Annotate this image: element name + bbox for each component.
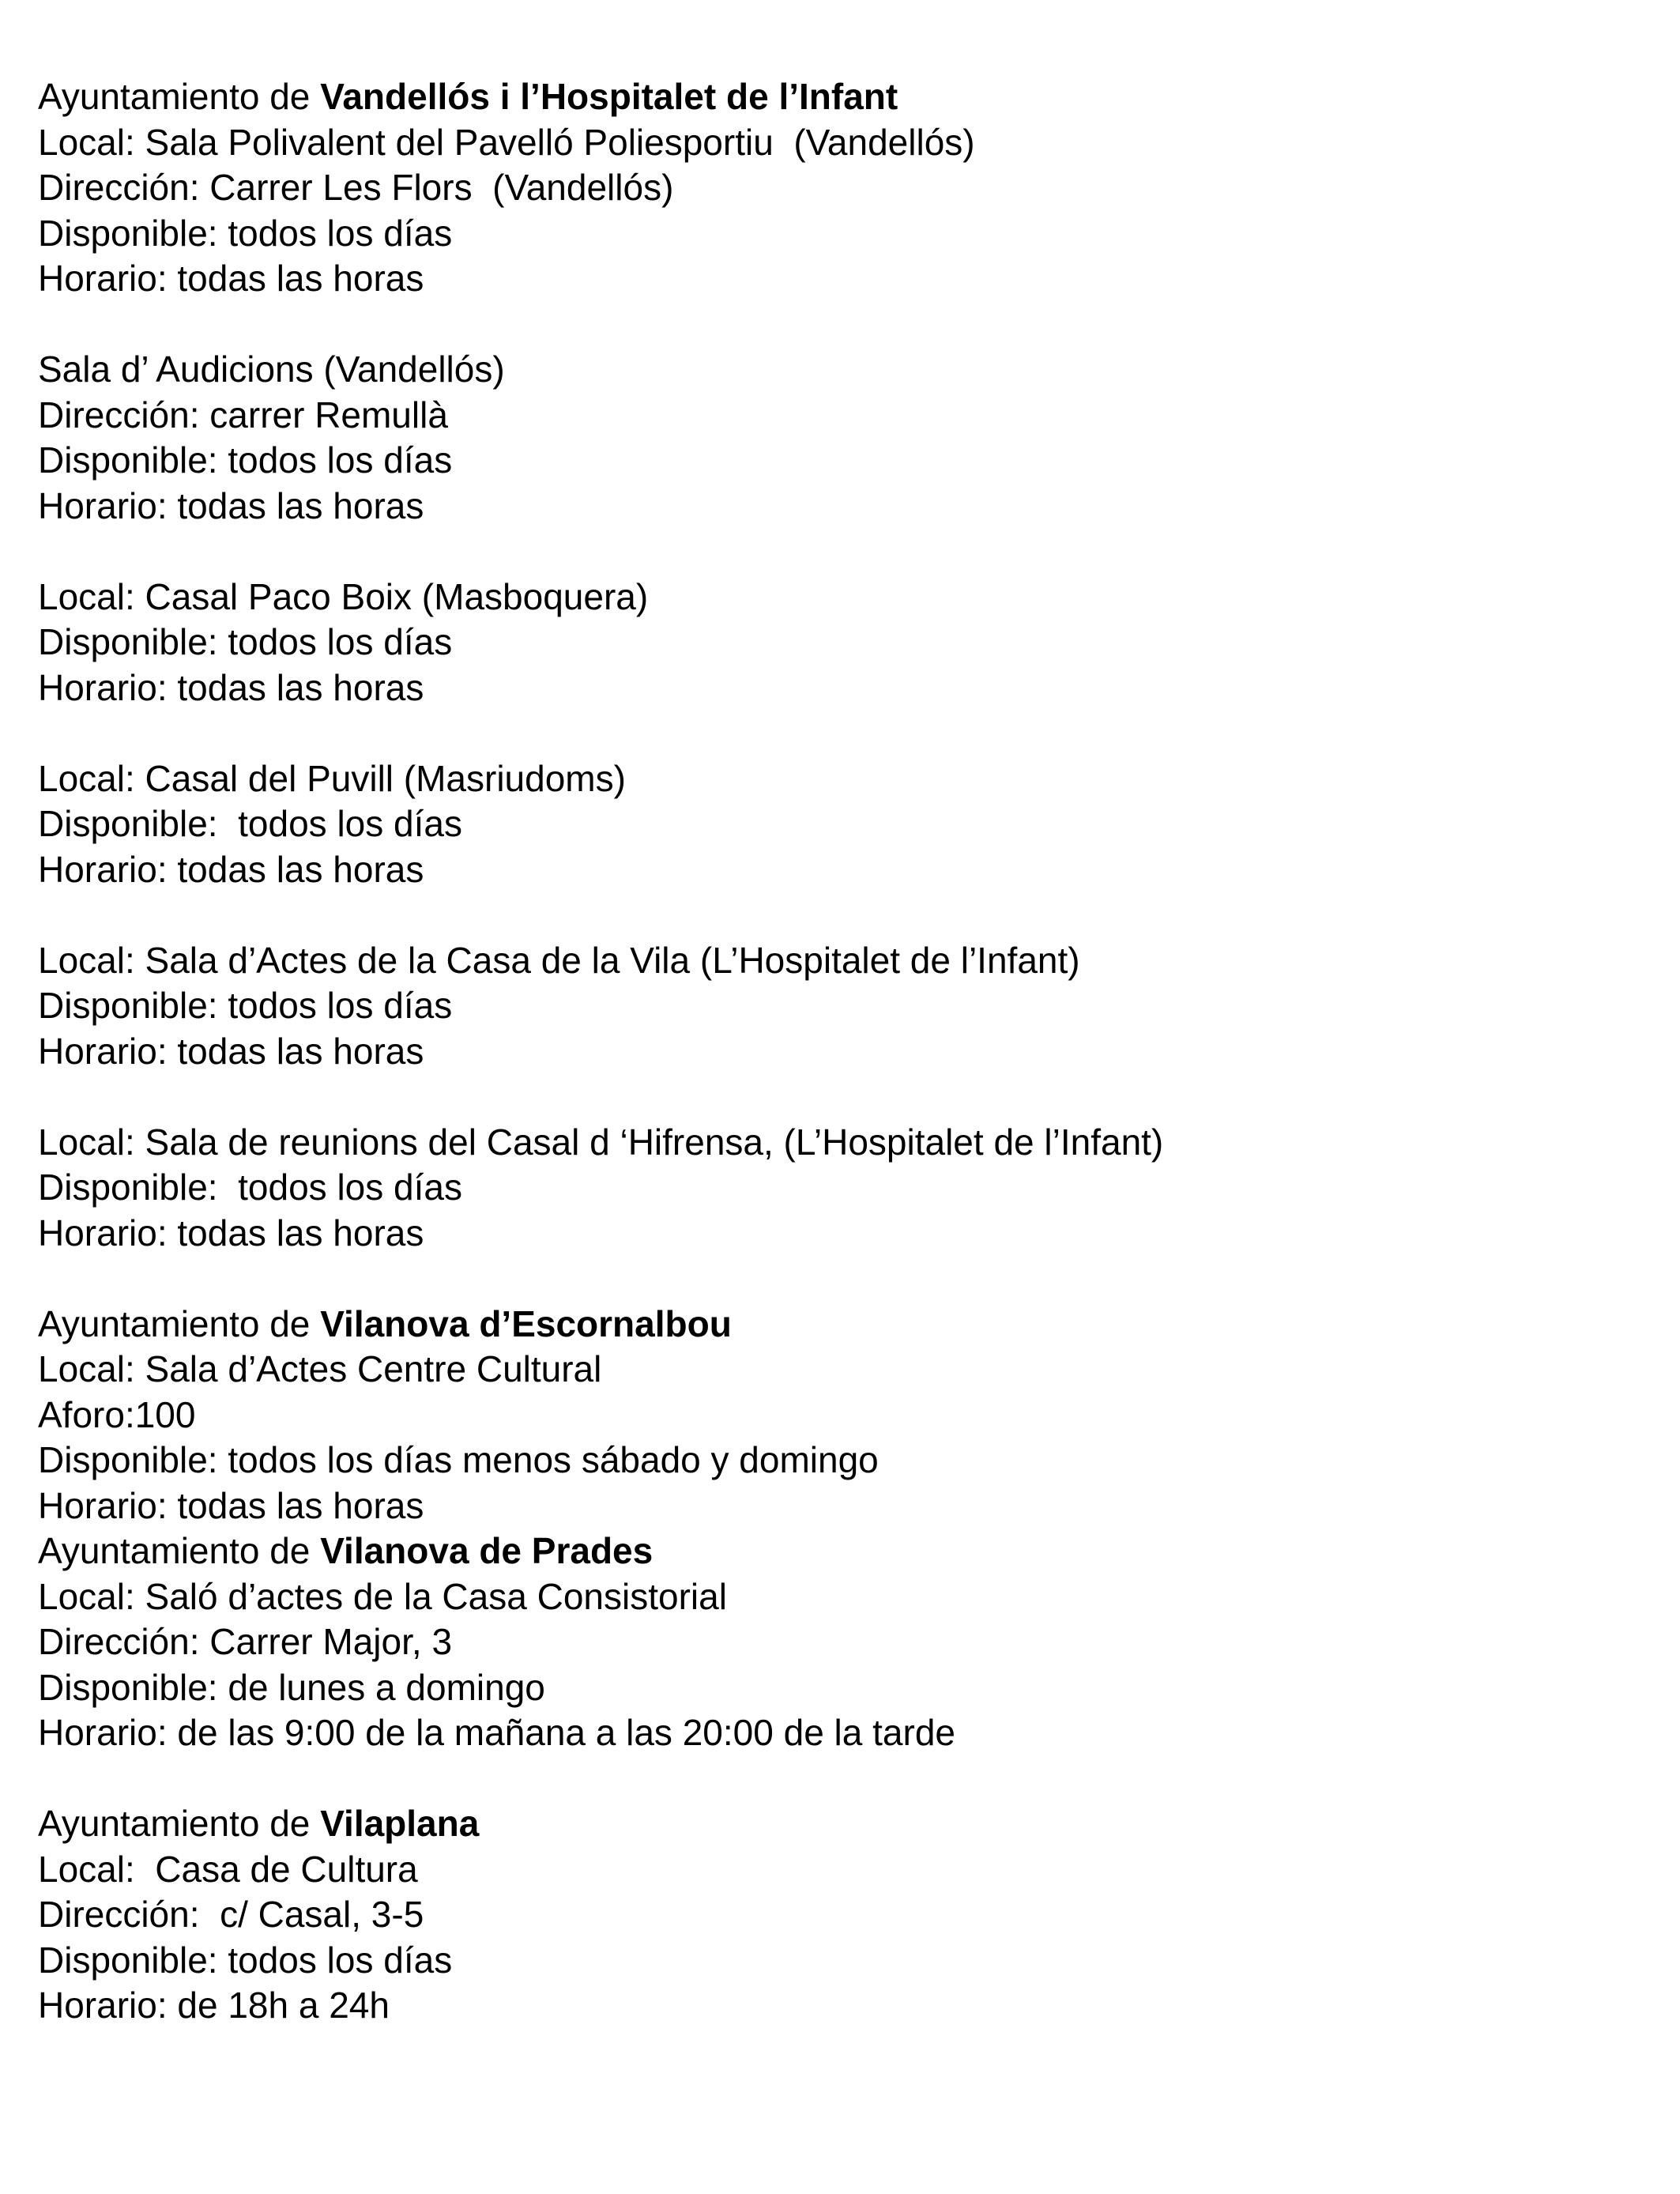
municipality-heading <box>38 1529 1642 1574</box>
venue-block <box>38 1801 1642 2029</box>
text-line: Local: Casal del Puvill (Masriudoms) <box>38 757 626 799</box>
text-line: Dirección: Carrer Les Flors (Vandellós) <box>38 167 674 208</box>
document-page <box>38 74 1642 2029</box>
municipality-heading <box>38 1801 1642 1847</box>
text-line: Horario: todas las horas <box>38 666 424 708</box>
text-line: Aforo:100 <box>38 1393 196 1435</box>
text-line: Disponible: de lunes a domingo <box>38 1666 545 1708</box>
text-line: Disponible: todos los días <box>38 803 462 844</box>
text-line: Disponible: todos los días <box>38 1939 453 1981</box>
text-line: Local: Sala d’Actes Centre Cultural <box>38 1348 602 1389</box>
venue-block <box>38 575 1642 711</box>
municipality-heading <box>38 74 1642 120</box>
heading-prefix: Ayuntamiento de <box>38 76 321 117</box>
text-line: Horario: todas las horas <box>38 848 424 890</box>
text-line: Disponible: todos los días <box>38 621 453 662</box>
paragraph-gap <box>38 711 1642 756</box>
paragraph-gap <box>38 529 1642 575</box>
venue-block <box>38 938 1642 1075</box>
text-line: Horario: todas las horas <box>38 1212 424 1253</box>
text-line: Dirección: Carrer Major, 3 <box>38 1621 453 1662</box>
heading-prefix: Ayuntamiento de <box>38 1530 321 1571</box>
text-line: Local: Casal Paco Boix (Masboquera) <box>38 575 649 617</box>
text-line: Horario: todas las horas <box>38 1484 424 1526</box>
venue-block <box>38 347 1642 529</box>
paragraph-gap <box>38 1074 1642 1120</box>
text-line: Sala d’ Audicions (Vandellós) <box>38 349 505 390</box>
text-line: Local: Sala Polivalent del Pavelló Poliesportiu (Vandellós) <box>38 121 975 163</box>
municipality-heading <box>38 1302 1642 1348</box>
municipality-name: Vilaplana <box>320 1803 480 1844</box>
municipality-name: Vilanova d’Escornalbou <box>320 1302 732 1344</box>
text-line: Local: Sala d’Actes de la Casa de la Vila (L’Hospitalet de l’Infant) <box>38 939 1080 981</box>
text-line: Horario: todas las horas <box>38 484 424 526</box>
text-line: Disponible: todos los días <box>38 985 453 1026</box>
text-line: Disponible: todos los días <box>38 212 453 254</box>
text-line: Local: Casa de Cultura <box>38 1848 418 1890</box>
paragraph-gap <box>38 1756 1642 1802</box>
text-line: Disponible: todos los días menos sábado y domingo <box>38 1439 879 1480</box>
paragraph-gap <box>38 302 1642 348</box>
text-line: Dirección: carrer Remullà <box>38 394 448 435</box>
paragraph-gap <box>38 1256 1642 1302</box>
municipality-name: Vilanova de Prades <box>320 1530 654 1571</box>
venue-block <box>38 1302 1642 1756</box>
text-line: Horario: todas las horas <box>38 1030 424 1072</box>
venue-block <box>38 1120 1642 1257</box>
text-line: Disponible: todos los días <box>38 439 453 481</box>
heading-prefix: Ayuntamiento de <box>38 1302 321 1344</box>
paragraph-gap <box>38 892 1642 938</box>
text-line: Disponible: todos los días <box>38 1167 462 1208</box>
heading-prefix: Ayuntamiento de <box>38 1803 321 1844</box>
venue-block <box>38 756 1642 893</box>
text-line: Horario: todas las horas <box>38 258 424 299</box>
text-line: Local: Sala de reunions del Casal d ‘Hifrensa, (L’Hospitalet de l’Infant) <box>38 1121 1164 1163</box>
text-line: Horario: de 18h a 24h <box>38 1985 390 2026</box>
text-line: Horario: de las 9:00 de la mañana a las 20:00 de la tarde <box>38 1712 955 1753</box>
text-line: Dirección: c/ Casal, 3-5 <box>38 1894 424 1935</box>
text-line: Local: Saló d’actes de la Casa Consistorial <box>38 1575 727 1617</box>
venue-block <box>38 74 1642 302</box>
municipality-name: Vandellós i l’Hospitalet de l’Infant <box>320 76 898 117</box>
